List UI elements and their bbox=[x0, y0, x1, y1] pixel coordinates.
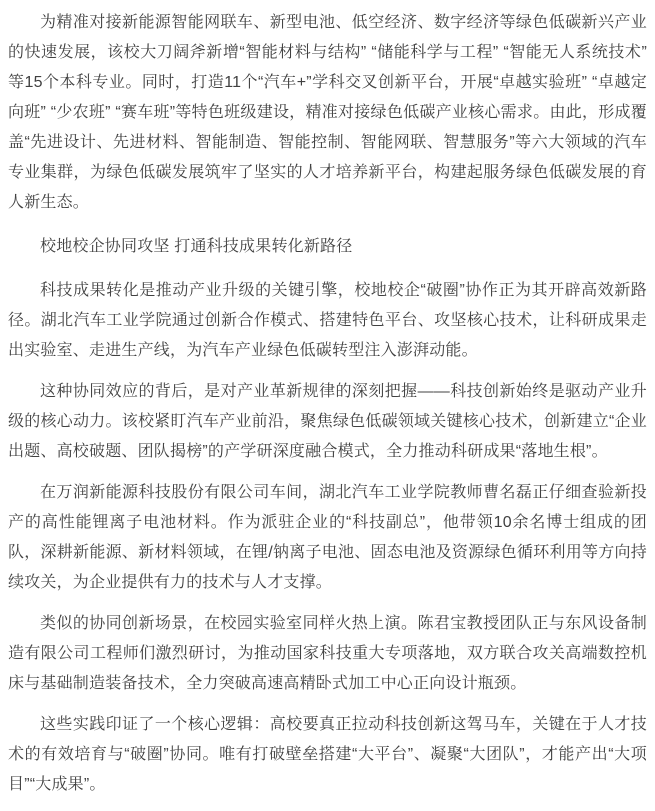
section-subheading: 校地校企协同攻坚 打通科技成果转化新路径 bbox=[40, 238, 353, 255]
paragraph-core-logic: 这些实践印证了一个核心逻辑：高校要真正拉动科技创新这驾马车，关键在于人才技术的有效培育与“破圈”协同。唯有打破壁垒搭建“大平台”、凝聚“大团队”，才能产出“大项目”“大成果”。 bbox=[8, 716, 647, 793]
paragraph-tech-transfer-intro: 科技成果转化是推动产业升级的关键引擎，校地校企“破圈”协作正为其开辟高效新路径。湖北汽车工业学院通过创新合作模式、搭建特色平台、攻坚核心技术，让科研成果走出实验室、走进生产线，为汽车产业绿色低碳转型注入澎湃动能。 bbox=[8, 282, 647, 359]
paragraph-campus-lab: 类似的协同创新场景，在校园实验室同样火热上演。陈君宝教授团队正与东风设备制造有限公司工程师们激烈研讨，为推动国家科技重大专项落地，双方联合攻关高端数控机床与基础制造装备技术，全力突破高速高精卧式加工中心正向设计瓶颈。 bbox=[8, 615, 647, 692]
paragraph-new-majors: 为精准对接新能源智能网联车、新型电池、低空经济、数字经济等绿色低碳新兴产业的快速发展，该校大刀阔斧新增“智能材料与结构” “储能科学与工程” “智能无人系统技术”等15个本科专业。同时，打造11个“汽车+”学科交叉创新平台，开展“卓越实验班” “卓越定向班” “少农班” “赛车班”等特色班级建设，精准对接绿色低碳产业核心需求。由此，形成覆盖“先进设计、先进材料、智能制造、智能控制、智能网联、智慧服务”等六大领域的汽车专业集群，为绿色低碳发展筑牢了坚实的人才培养新平台，构建起服务绿色低碳发展的育人新生态。 bbox=[8, 14, 647, 211]
paragraph-collaboration-model: 这种协同效应的背后，是对产业革新规律的深刻把握——科技创新始终是驱动产业升级的核心动力。该校紧盯汽车产业前沿，聚焦绿色低碳领域关键核心技术，创新建立“企业出题、高校破题、团队揭榜”的产学研深度融合模式，全力推动科研成果“落地生根”。 bbox=[8, 383, 647, 460]
paragraph-battery-materials: 在万润新能源科技股份有限公司车间，湖北汽车工业学院教师曹名磊正仔细查验新投产的高性能锂离子电池材料。作为派驻企业的“科技副总”，他带领10余名博士组成的团队，深耕新能源、新材料领域，在锂/钠离子电池、固态电池及资源绿色循环利用等方向持续攻关，为企业提供有力的技术与人才支撑。 bbox=[8, 484, 647, 591]
